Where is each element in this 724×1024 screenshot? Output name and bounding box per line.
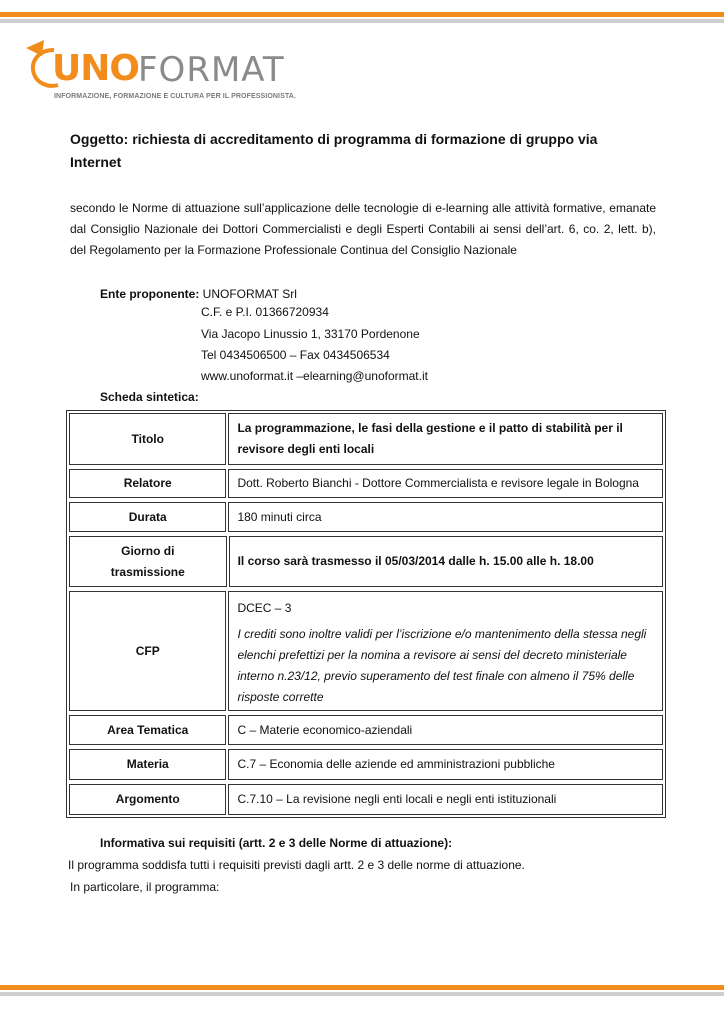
cell-label: Durata xyxy=(69,502,226,532)
scheda-table xyxy=(66,410,666,818)
cell-label: Titolo xyxy=(69,413,226,465)
ente-address: Via Jacopo Linussio 1, 33170 Pordenone xyxy=(201,327,420,341)
cell-label: Giorno di trasmissione xyxy=(69,536,227,587)
ente-cf: C.F. e P.I. 01366720934 xyxy=(201,305,329,319)
brand-logo xyxy=(24,36,296,106)
cell-label: Area Tematica xyxy=(69,715,226,745)
intro-paragraph: secondo le Norme di attuazione sull’applicazione delle tecnologie di e-learning alle attività formative, emanate dal Consiglio Nazionale dei Dottori Commercialisti e degli Esperti Contabili ai sensi dell’art. 6, co. 2, lett. b), del Regolamento per la Formazione Professionale Continua del Consiglio Nazionale xyxy=(70,201,656,257)
table-row-argomento xyxy=(69,784,663,815)
subject-heading: Oggetto: richiesta di accreditamento di programma di formazione di gruppo via Internet xyxy=(70,131,598,170)
scheda-label: Scheda sintetica: xyxy=(100,390,199,404)
table-row-area xyxy=(69,715,663,745)
table-row-giorno xyxy=(69,536,663,587)
cell-value: C.7 – Economia delle aziende ed amministrazioni pubbliche xyxy=(228,749,663,780)
table-row-titolo xyxy=(69,413,663,465)
footer-orange-rule xyxy=(0,985,724,990)
ente-name: UNOFORMAT Srl xyxy=(202,287,297,301)
cfp-note: I crediti sono inoltre validi per l’iscrizione e/o mantenimento della stessa negli elenchi prefettizi per la nomina a revisore ai sensi del decreto ministeriale interno n.23/12, previo superamento del test finale con almeno il 75% delle risposte corrette xyxy=(237,627,647,704)
footer-grey-rule xyxy=(0,992,724,996)
cell-value: Il corso sarà trasmesso il 05/03/2014 dalle h. 15.00 alle h. 18.00 xyxy=(229,536,663,587)
header-grey-rule xyxy=(0,19,724,23)
ente-label: Ente proponente: xyxy=(100,287,200,301)
cell-value: La programmazione, le fasi della gestione e il patto di stabilità per il revisore degli enti locali xyxy=(228,413,663,465)
informativa-line-2: In particolare, il programma: xyxy=(70,880,220,894)
cell-value: 180 minuti circa xyxy=(228,502,663,532)
logo-text-uno: UNO xyxy=(52,48,139,89)
cfp-value: DCEC – 3 xyxy=(237,601,292,615)
cell-value: C.7.10 – La revisione negli enti locali e negli enti istituzionali xyxy=(228,784,663,815)
cell-label: Materia xyxy=(69,749,226,780)
logo-tagline: INFORMAZIONE, FORMAZIONE E CULTURA PER IL PROFESSIONISTA. xyxy=(54,93,296,100)
ente-phone: Tel 0434506500 – Fax 0434506534 xyxy=(201,348,390,362)
ente-proponente xyxy=(100,284,297,305)
table-row-durata xyxy=(69,502,663,532)
informativa-title: Informativa sui requisiti (artt. 2 e 3 delle Norme di attuazione): xyxy=(100,836,453,850)
cell-value: Dott. Roberto Bianchi - Dottore Commercialista e revisore legale in Bologna xyxy=(228,469,663,498)
table-row-cfp xyxy=(69,591,663,711)
cell-value xyxy=(228,591,663,711)
header-orange-rule xyxy=(0,12,724,17)
ente-web-email: www.unoformat.it –elearning@unoformat.it xyxy=(201,369,428,383)
informativa-line-1: Il programma soddisfa tutti i requisiti previsti dagli artt. 2 e 3 delle norme di attuazione. xyxy=(68,858,525,872)
cell-label: Argomento xyxy=(69,784,226,815)
cell-value: C – Materie economico-aziendali xyxy=(228,715,663,745)
table-row-materia xyxy=(69,749,663,780)
cell-label: Relatore xyxy=(69,469,226,498)
logo-text-format: FORMAT xyxy=(138,50,285,90)
cell-label: CFP xyxy=(69,591,226,711)
table-row-relatore xyxy=(69,469,663,498)
